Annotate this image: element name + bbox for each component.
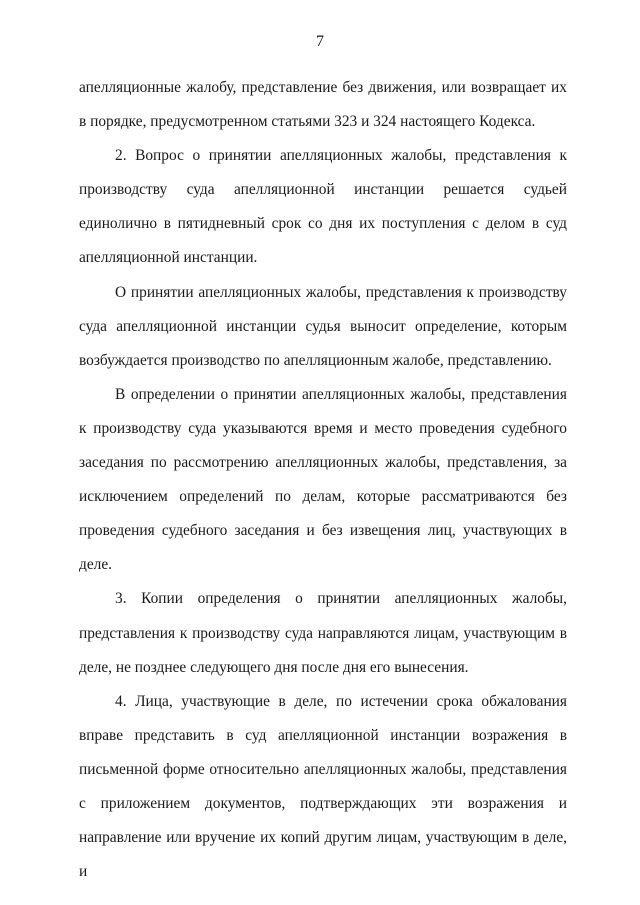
paragraph-continuation: апелляционные жалобу, представление без движения, или возвращает их в порядке, предусмотренном статьями 323 и 324 настоящего Кодекса. [79,79,567,131]
paragraph-determination: О принятии апелляционных жалобы, представления к производству суда апелляционной инстанции судья выносит определение, которым возбуждается производство по апелляционным жалобе, представлению. [79,283,567,369]
paragraph-item-2: 2. Вопрос о принятии апелляционных жалобы, представления к производству суда апелляционной инстанции решается судьей единолично в пятидневный срок со дня их поступления с делом в суд апелляционной инстанции. [79,147,567,267]
paragraph-item-3: 3. Копии определения о принятии апелляционных жалобы, представления к производству суда направляются лицам, участвующим в деле, не позднее следующего дня после дня его вынесения. [79,590,567,676]
paragraph-hearing-details: В определении о принятии апелляционных жалобы, представления к производству суда указываются время и место проведения судебного заседания по рассмотрению апелляционных жалобы, представления, за исключением определений по делам, которые рассматриваются без проведения судебного заседания и без извещения лиц, участвующих в деле. [79,385,567,574]
paragraph-item-4: 4. Лица, участвующие в деле, по истечении срока обжалования вправе представить в суд апелляционной инстанции возражения в письменной форме относительно апелляционных жалобы, представления с приложением документов, подтверждающих эти возражения и направление или вручение их копий другим лицам, участвующим в деле, и [79,692,567,881]
document-body [79,71,567,889]
page-number: 7 [316,33,324,50]
